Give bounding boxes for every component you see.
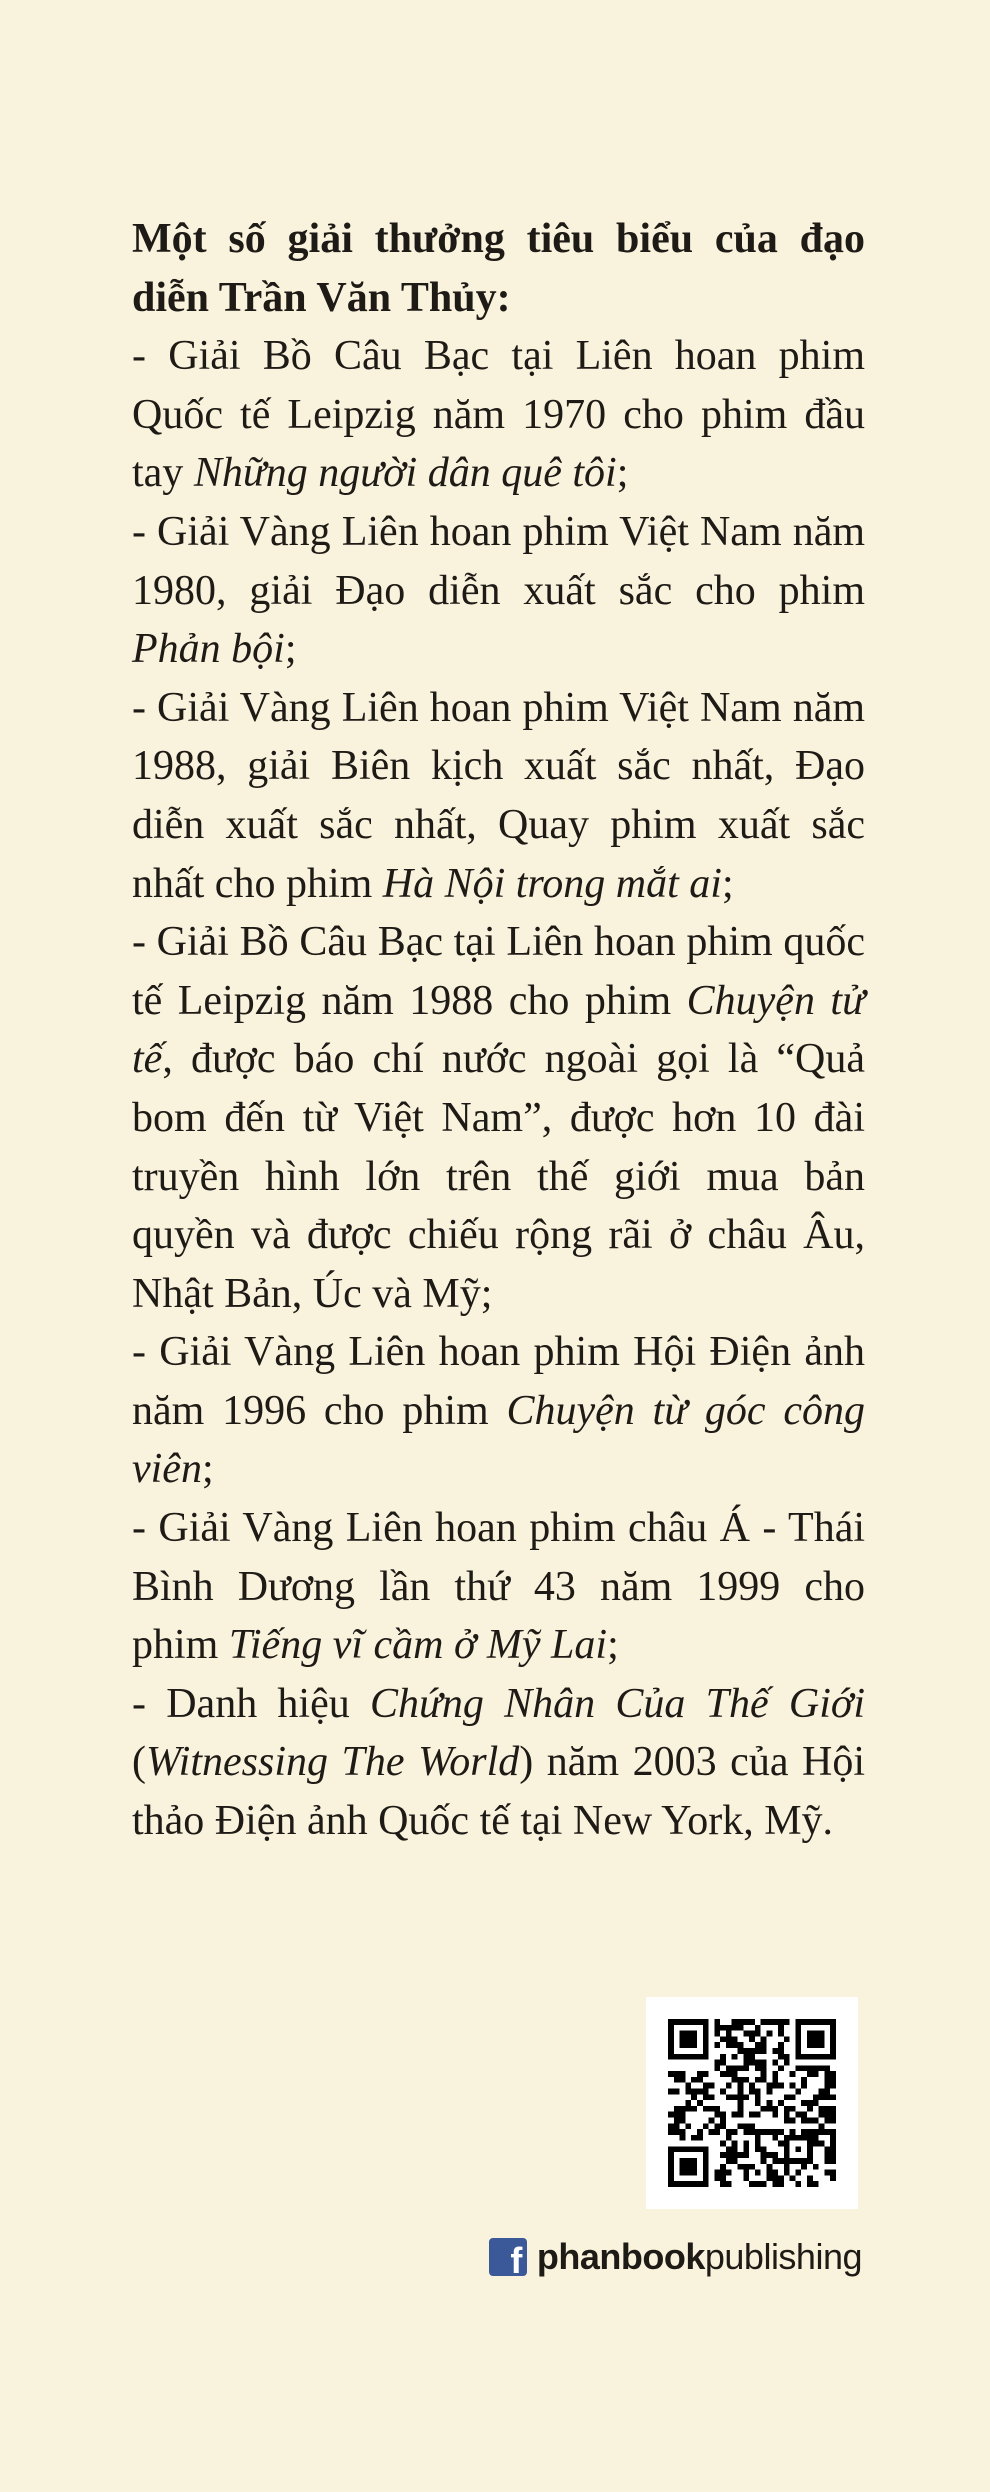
award-title: Chuyện tử tế xyxy=(132,977,865,1083)
award-text: ( xyxy=(132,1739,146,1786)
award-item xyxy=(132,679,865,913)
award-title: Witnessing The World xyxy=(146,1739,520,1786)
awards-list xyxy=(132,327,865,1850)
award-text: ; xyxy=(607,1622,619,1669)
award-title: Phản bội xyxy=(132,626,285,673)
awards-heading: Một số giải thưởng tiêu biểu của đạo diễn Trần Văn Thủy: xyxy=(132,216,865,321)
award-text: ; xyxy=(284,626,297,673)
award-item xyxy=(132,503,865,679)
qr-code-icon xyxy=(668,2019,836,2187)
awards-text-block xyxy=(132,210,865,1851)
award-title: Hà Nội trong mắt ai xyxy=(382,860,722,907)
award-text: ) năm 2003 của Hội thảo Điện ảnh Quốc tế tại New York, Mỹ. xyxy=(132,1739,865,1845)
award-text: - Giải Bồ Câu Bạc tại Liên hoan phim quốc tế Leipzig năm 1988 cho phim xyxy=(132,919,865,1024)
award-title: Tiếng vĩ cầm ở Mỹ Lai xyxy=(228,1622,608,1669)
award-item xyxy=(132,1323,865,1499)
publisher-name-light: publishing xyxy=(704,2236,862,2277)
award-text: - Giải Bồ Câu Bạc tại Liên hoan phim Quốc tế Leipzig năm 1970 cho phim đầu tay xyxy=(132,333,865,497)
award-text: - Danh hiệu xyxy=(132,1680,370,1727)
award-item xyxy=(132,327,865,503)
award-title: Chứng Nhân Của Thế Giới xyxy=(370,1680,865,1727)
award-text: ; xyxy=(721,860,734,907)
facebook-icon: f xyxy=(489,2238,527,2276)
publisher-logo xyxy=(466,2233,862,2281)
award-text: , được báo chí nước ngoài gọi là “Quả bom đến từ Việt Nam”, được hơn 10 đài truyền hình lớn trên thế giới mua bản quyền và được chiếu rộng rãi ở châu Âu, Nhật Bản, Úc và Mỹ; xyxy=(132,1036,865,1317)
award-text: - Giải Vàng Liên hoan phim Việt Nam năm 1980, giải Đạo diễn xuất sắc cho phim xyxy=(132,508,865,614)
award-text: ; xyxy=(616,450,629,497)
award-item xyxy=(132,1499,865,1675)
award-item xyxy=(132,1675,865,1851)
award-text: ; xyxy=(201,1446,214,1493)
award-item xyxy=(132,913,865,1323)
qr-code xyxy=(646,1997,858,2209)
award-text: - Giải Vàng Liên hoan phim châu Á - Thái Bình Dương lần thứ 43 năm 1999 cho phim xyxy=(132,1505,865,1669)
award-title: Những người dân quê tôi xyxy=(193,450,617,497)
publisher-name-bold: phanbook xyxy=(536,2236,705,2277)
award-text: - Giải Vàng Liên hoan phim Việt Nam năm 1988, giải Biên kịch xuất sắc nhất, Đạo diễn xuất sắc nhất, Quay phim xuất sắc nhất cho phim xyxy=(132,684,865,907)
award-text: - Giải Vàng Liên hoan phim Hội Điện ảnh năm 1996 cho phim xyxy=(132,1329,865,1434)
award-title: Chuyện từ góc công viên xyxy=(132,1387,866,1493)
